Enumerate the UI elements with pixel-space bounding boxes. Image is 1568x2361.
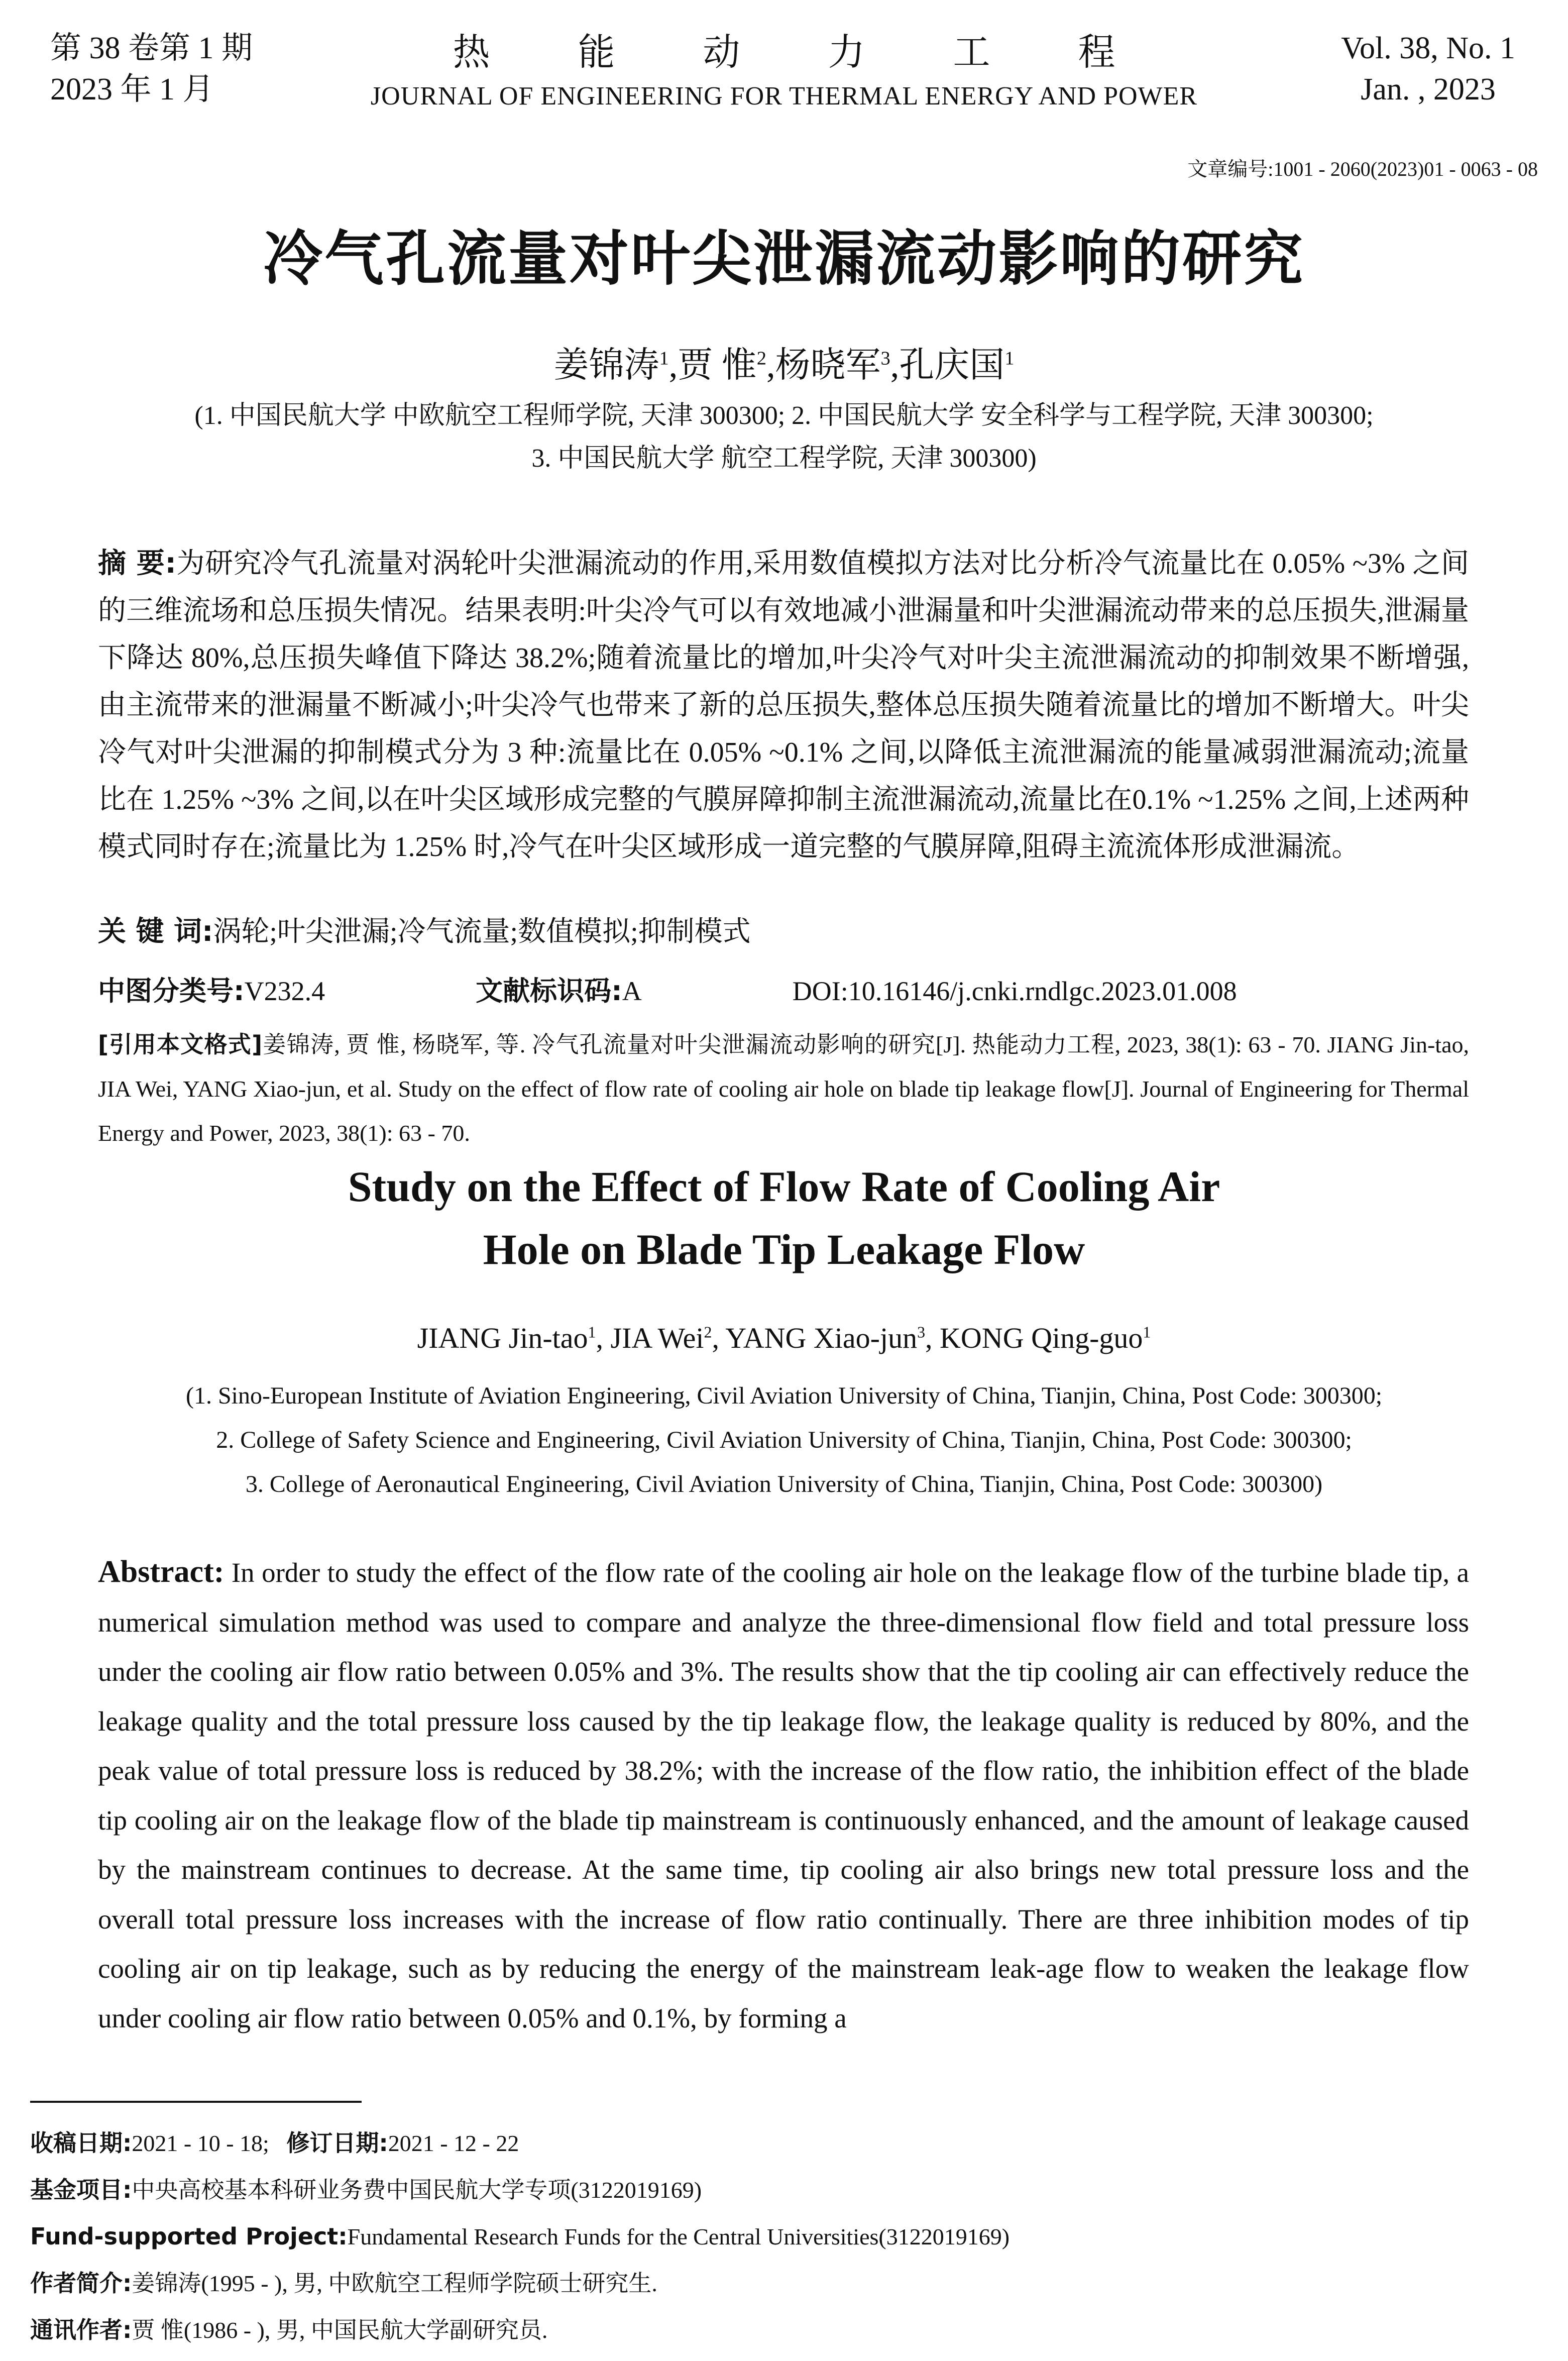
doc-code-value: A xyxy=(622,976,642,1006)
fund-en-line xyxy=(30,2213,1010,2260)
date-en: Jan. , 2023 xyxy=(1361,72,1496,106)
journal-name-en: JOURNAL OF ENGINEERING FOR THERMAL ENERGY AND POWER xyxy=(370,82,1198,111)
citation-label: [引用本文格式] xyxy=(98,1031,263,1058)
keywords-cn xyxy=(98,909,751,949)
affiliation-line: 2. College of Safety Science and Engineering, Civil Aviation University of China, Tianjin, China, Post Code: 300300; xyxy=(216,1427,1352,1453)
affiliation-line: (1. 中国民航大学 中欧航空工程师学院, 天津 300300; 2. 中国民航大学 安全科学与工程学院, 天津 300300; xyxy=(194,401,1374,430)
article-number: 文章编号:1001 - 2060(2023)01 - 0063 - 08 xyxy=(1187,158,1538,180)
author-affiliation-mark: 1 xyxy=(588,1323,596,1341)
header-left xyxy=(50,28,253,110)
date-cn: 2023 年 1 月 xyxy=(50,72,214,106)
classification-line xyxy=(98,970,1312,1008)
author-bio-line xyxy=(30,2260,1010,2307)
authors-cn xyxy=(0,337,1568,387)
author-name: , JIA Wei xyxy=(596,1322,704,1354)
footnotes xyxy=(30,2120,1010,2353)
author-name: ,孔庆国 xyxy=(890,346,1005,385)
footnote-rule xyxy=(30,2101,362,2103)
clc-label: 中图分类号: xyxy=(98,975,245,1007)
abstract-cn-text: 为研究冷气孔流量对涡轮叶尖泄漏流动的作用,采用数值模拟方法对比分析冷气流量比在 0.05% ~3% 之间的三维流场和总压损失情况。结果表明:叶尖冷气可以有效地减小泄漏量和叶尖泄漏流动带来的总压损失,泄漏量下降达 80%,总压损失峰值下降达 38.2%;随着流量比的增加,叶尖冷气对叶尖主流泄漏流动的抑制效果不断增强,由主流带来的泄漏量不断减小;叶尖冷气也带来了新的总压损失,整体总压损失随着流量比的增加不断增大。叶尖冷气对叶尖泄漏的抑制模式分为 3 种:流量比在 0.05% ~0.1% 之间,以降低主流泄漏流的能量减弱泄漏流动;流量比在 1.25% ~3% 之间,以在叶尖区域形成完整的气膜屏障抑制主流泄漏流动,流量比在0.1% ~1.25% 之间,上述两种模式同时存在;流量比为 1.25% 时,冷气在叶尖区域形成一道完整的气膜屏障,阻碍主流流体形成泄漏流。 xyxy=(98,548,1470,863)
author-affiliation-mark: 1 xyxy=(1143,1323,1151,1341)
author-name: ,贾 惟 xyxy=(668,346,757,385)
fund-cn-value: 中央高校基本科研业务费中国民航大学专项(3122019169) xyxy=(132,2177,702,2203)
received-date-line xyxy=(30,2120,1010,2167)
volume-issue-cn: 第 38 卷第 1 期 xyxy=(50,31,253,65)
author-affiliation-mark: 3 xyxy=(917,1323,926,1341)
clc-value: V232.4 xyxy=(244,976,325,1006)
journal-header xyxy=(352,28,1216,115)
title-en-line: Hole on Blade Tip Leakage Flow xyxy=(483,1225,1085,1273)
received-label: 收稿日期: xyxy=(30,2129,132,2157)
revised-value: 2021 - 12 - 22 xyxy=(388,2130,519,2156)
citation-format xyxy=(98,1022,1469,1155)
affiliations-en xyxy=(0,1374,1568,1507)
fund-cn-line xyxy=(30,2167,1010,2213)
volume-issue-en: Vol. 38, No. 1 xyxy=(1341,31,1515,65)
author-affiliation-mark: 2 xyxy=(704,1323,712,1341)
author-name: 姜锦涛 xyxy=(553,346,659,385)
fund-cn-label: 基金项目: xyxy=(30,2176,132,2203)
author-name: , YANG Xiao-jun xyxy=(712,1322,918,1354)
abstract-en xyxy=(98,1547,1469,2043)
author-name: , KONG Qing-guo xyxy=(925,1322,1143,1354)
author-bio-value: 姜锦涛(1995 - ), 男, 中欧航空工程师学院硕士研究生. xyxy=(132,2271,657,2296)
keywords-text: 涡轮;叶尖泄漏;冷气流量;数值模拟;抑制模式 xyxy=(213,916,751,947)
author-affiliation-mark: 3 xyxy=(880,348,890,369)
header-right xyxy=(1341,28,1515,110)
corresponding-author-line xyxy=(30,2307,1010,2353)
affiliation-line: 3. College of Aeronautical Engineering, Civil Aviation University of China, Tianjin, China, Post Code: 300300) xyxy=(245,1471,1323,1497)
keywords-label: 关 键 词: xyxy=(98,915,213,948)
doc-code-label: 文献标识码: xyxy=(476,975,622,1007)
title-en xyxy=(0,1155,1568,1281)
title-cn: 冷气孔流量对叶尖泄漏流动影响的研究 xyxy=(263,224,1305,293)
author-affiliation-mark: 1 xyxy=(659,348,669,369)
authors-en xyxy=(0,1321,1568,1355)
abstract-en-text: In order to study the effect of the flow rate of the cooling air hole on the leakage flow of the turbine blade tip, a numerical simulation method was used to compare and analyze the three-dimensional flow field and total pressure loss under the cooling air flow ratio between 0.05% and 3%. The results show that the tip cooling air can effectively reduce the leakage quality and the total pressure loss caused by the tip leakage flow, the leakage quality is reduced by 80%, and the peak value of total pressure loss is reduced by 38.2%; with the increase of the flow ratio, the inhibition effect of the blade tip cooling air on the leakage flow of the blade tip mainstream is continuously enhanced, and the amount of leakage caused by the mainstream continues to decrease. At the same time, tip cooling air also brings new total pressure loss and the overall total pressure loss increases with the increase of flow ratio continually. There are three inhibition modes of tip cooling air on tip leakage, such as by reducing the energy of the mainstream leak-age flow to weaken the leakage flow under cooling air flow ratio between 0.05% and 0.1%, by forming a xyxy=(98,1557,1469,2033)
abstract-cn xyxy=(98,540,1469,871)
fund-en-label: Fund-supported Project: xyxy=(30,2223,348,2250)
author-bio-label: 作者简介: xyxy=(30,2270,132,2297)
author-affiliation-mark: 1 xyxy=(1004,348,1015,369)
fund-en-value: Fundamental Research Funds for the Central Universities(3122019169) xyxy=(347,2224,1010,2249)
affiliation-line: 3. 中国民航大学 航空工程学院, 天津 300300) xyxy=(531,444,1037,473)
author-name: JIANG Jin-tao xyxy=(417,1322,588,1354)
abstract-cn-label: 摘 要: xyxy=(98,547,176,580)
abstract-en-label: Abstract: xyxy=(98,1555,225,1589)
affiliation-line: (1. Sino-European Institute of Aviation Engineering, Civil Aviation University of China, Tianjin, China, Post Code: 300300; xyxy=(185,1382,1383,1409)
journal-name-cn: 热能动力工程 xyxy=(453,32,1203,73)
citation-text: 姜锦涛, 贾 惟, 杨晓军, 等. 冷气孔流量对叶尖泄漏流动影响的研究[J]. 热能动力工程, 2023, 38(1): 63 - 70. JIANG Jin-tao, JIA Wei, YANG Xiao-jun, et al. Study on the effect of flow rate of cooling air hole on blade tip leakage flow[J]. Journal of Engineering for Thermal Energy and Power, 2023, 38(1): 63 - 70. xyxy=(98,1032,1469,1146)
author-affiliation-mark: 2 xyxy=(756,348,766,369)
revised-label: 修订日期: xyxy=(286,2129,388,2157)
author-name: ,杨晓军 xyxy=(766,346,881,385)
corresponding-author-value: 贾 惟(1986 - ), 男, 中国民航大学副研究员. xyxy=(132,2317,548,2343)
title-en-line: Study on the Effect of Flow Rate of Cooling Air xyxy=(348,1162,1220,1211)
doi: DOI:10.16146/j.cnki.rndlgc.2023.01.008 xyxy=(792,976,1237,1006)
corresponding-author-label: 通讯作者: xyxy=(30,2316,132,2343)
received-value: 2021 - 10 - 18; xyxy=(132,2130,269,2156)
affiliations-cn xyxy=(0,394,1568,480)
